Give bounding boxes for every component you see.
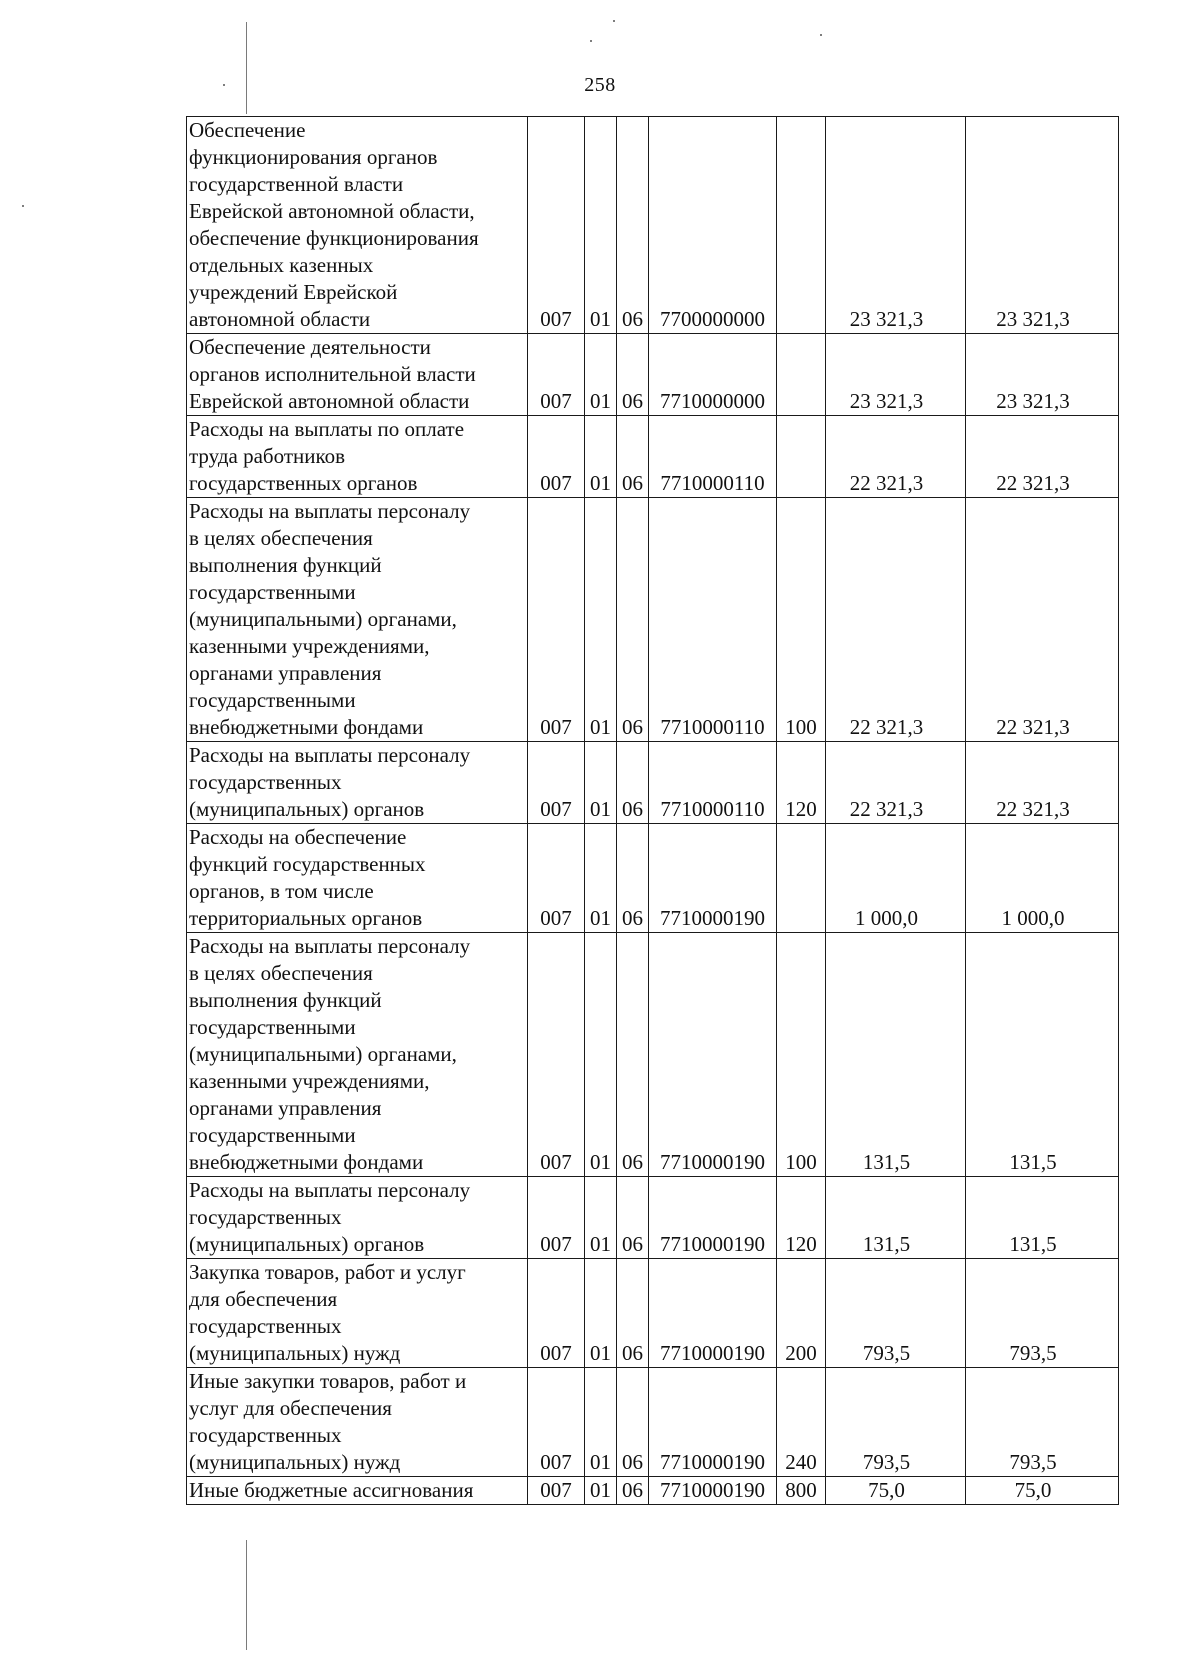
cell-name-line: (муниципальными) органами,	[189, 1042, 457, 1066]
cell-vr: 240	[777, 1368, 826, 1477]
cell-name-line: (муниципальными) органами,	[189, 607, 457, 631]
scan-artifact-dot	[22, 205, 24, 207]
table-row	[187, 334, 1119, 416]
cell-amount-2: 793,5	[966, 1368, 1119, 1477]
cell-name-line: Расходы на выплаты персоналу	[189, 1178, 471, 1202]
cell-name	[187, 1368, 528, 1477]
cell-name-line: внебюджетными фондами	[189, 1150, 424, 1174]
cell-cs: 7710000190	[649, 933, 777, 1177]
cell-amount-1: 793,5	[826, 1259, 966, 1368]
cell-name-line: Закупка товаров, работ и услуг	[189, 1260, 466, 1284]
cell-pr: 06	[617, 1368, 649, 1477]
cell-name	[187, 1177, 528, 1259]
cell-name-line: государственных	[189, 1423, 342, 1447]
scan-artifact-dot	[820, 34, 822, 36]
scan-artifact-dot	[590, 40, 592, 42]
table-row	[187, 824, 1119, 933]
cell-amount-1: 22 321,3	[826, 742, 966, 824]
cell-name-line: территориальных органов	[189, 906, 423, 930]
scan-artifact-dot	[223, 84, 225, 86]
cell-amount-2: 1 000,0	[966, 824, 1119, 933]
cell-vr: 800	[777, 1477, 826, 1505]
scan-artifact-line	[246, 22, 247, 114]
cell-gr: 007	[528, 1259, 585, 1368]
cell-vr: 100	[777, 498, 826, 742]
cell-name-line: государственными	[189, 580, 356, 604]
cell-pr: 06	[617, 498, 649, 742]
cell-name-line: (муниципальных) органов	[189, 1232, 425, 1256]
cell-pr: 06	[617, 117, 649, 334]
cell-name-line: органами управления	[189, 661, 382, 685]
cell-name-line: государственной власти	[189, 172, 404, 196]
cell-vr: 200	[777, 1259, 826, 1368]
cell-amount-1: 22 321,3	[826, 498, 966, 742]
cell-amount-2: 23 321,3	[966, 334, 1119, 416]
cell-rz: 01	[585, 117, 617, 334]
cell-name	[187, 933, 528, 1177]
scan-artifact-line	[246, 1540, 247, 1650]
cell-name-line: органов, в том числе	[189, 879, 374, 903]
cell-cs: 7710000190	[649, 1259, 777, 1368]
cell-cs: 7710000110	[649, 742, 777, 824]
cell-name-line: государственными	[189, 1123, 356, 1147]
cell-cs: 7710000190	[649, 824, 777, 933]
cell-name-line: органов исполнительной власти	[189, 362, 476, 386]
cell-rz: 01	[585, 1177, 617, 1259]
cell-name-line: Расходы на выплаты персоналу	[189, 499, 471, 523]
cell-name-line: государственными	[189, 688, 356, 712]
cell-name	[187, 742, 528, 824]
cell-name-line: (муниципальных) нужд	[189, 1341, 401, 1365]
cell-name-line: услуг для обеспечения	[189, 1396, 392, 1420]
cell-rz: 01	[585, 334, 617, 416]
cell-name-line: Расходы на обеспечение	[189, 825, 407, 849]
table-row	[187, 117, 1119, 334]
cell-amount-2: 793,5	[966, 1259, 1119, 1368]
cell-name-line: в целях обеспечения	[189, 961, 373, 985]
cell-name-line: внебюджетными фондами	[189, 715, 424, 739]
cell-name-line: государственных	[189, 770, 342, 794]
cell-cs: 7710000190	[649, 1477, 777, 1505]
cell-amount-2: 23 321,3	[966, 117, 1119, 334]
cell-cs: 7710000190	[649, 1177, 777, 1259]
cell-name-line: выполнения функций	[189, 988, 382, 1012]
cell-amount-1: 131,5	[826, 933, 966, 1177]
cell-pr: 06	[617, 824, 649, 933]
cell-cs: 7710000190	[649, 1368, 777, 1477]
cell-name-line: выполнения функций	[189, 553, 382, 577]
cell-vr	[777, 824, 826, 933]
cell-amount-1: 793,5	[826, 1368, 966, 1477]
cell-vr: 120	[777, 742, 826, 824]
cell-name-line: Расходы на выплаты по оплате	[189, 417, 465, 441]
cell-amount-1: 23 321,3	[826, 334, 966, 416]
cell-pr: 06	[617, 742, 649, 824]
cell-name-line: функций государственных	[189, 852, 426, 876]
cell-vr	[777, 334, 826, 416]
cell-name	[187, 824, 528, 933]
cell-name-line: (муниципальных) нужд	[189, 1450, 401, 1474]
cell-name-line: Еврейской автономной области,	[189, 199, 475, 223]
cell-vr	[777, 416, 826, 498]
cell-rz: 01	[585, 824, 617, 933]
table-row	[187, 1477, 1119, 1505]
cell-name-line: Еврейской автономной области	[189, 389, 470, 413]
cell-gr: 007	[528, 416, 585, 498]
scan-artifact-dot	[613, 20, 615, 22]
cell-amount-2: 22 321,3	[966, 416, 1119, 498]
cell-name-line: Обеспечение	[189, 118, 306, 142]
cell-name	[187, 498, 528, 742]
cell-gr: 007	[528, 498, 585, 742]
cell-amount-2: 131,5	[966, 1177, 1119, 1259]
cell-name-line: автономной области	[189, 307, 371, 331]
cell-gr: 007	[528, 117, 585, 334]
table-row	[187, 742, 1119, 824]
table-row	[187, 416, 1119, 498]
cell-name-line: казенными учреждениями,	[189, 1069, 430, 1093]
cell-name	[187, 117, 528, 334]
cell-name-line: казенными учреждениями,	[189, 634, 430, 658]
cell-cs: 7710000110	[649, 498, 777, 742]
cell-name-line: для обеспечения	[189, 1287, 338, 1311]
cell-gr: 007	[528, 933, 585, 1177]
cell-name-line: государственных	[189, 1205, 342, 1229]
cell-gr: 007	[528, 334, 585, 416]
cell-pr: 06	[617, 1259, 649, 1368]
cell-pr: 06	[617, 1477, 649, 1505]
cell-cs: 7700000000	[649, 117, 777, 334]
cell-amount-2: 22 321,3	[966, 742, 1119, 824]
table-row	[187, 1259, 1119, 1368]
cell-gr: 007	[528, 1177, 585, 1259]
cell-name-line: обеспечение функционирования	[189, 226, 479, 250]
cell-amount-2: 22 321,3	[966, 498, 1119, 742]
table-row	[187, 1368, 1119, 1477]
cell-gr: 007	[528, 742, 585, 824]
cell-name-line: Обеспечение деятельности	[189, 335, 431, 359]
cell-rz: 01	[585, 498, 617, 742]
table-row	[187, 1177, 1119, 1259]
cell-name-line: Расходы на выплаты персоналу	[189, 743, 471, 767]
cell-name-line: Иные закупки товаров, работ и	[189, 1369, 467, 1393]
cell-name-line: (муниципальных) органов	[189, 797, 425, 821]
cell-name-line: отдельных казенных	[189, 253, 374, 277]
cell-name	[187, 334, 528, 416]
cell-rz: 01	[585, 1259, 617, 1368]
cell-rz: 01	[585, 742, 617, 824]
cell-name-line: в целях обеспечения	[189, 526, 373, 550]
budget-table	[186, 116, 1119, 1505]
cell-amount-1: 75,0	[826, 1477, 966, 1505]
cell-name	[187, 1259, 528, 1368]
cell-gr: 007	[528, 1368, 585, 1477]
cell-pr: 06	[617, 1177, 649, 1259]
cell-name-line: Иные бюджетные ассигнования	[189, 1478, 474, 1502]
cell-name-line: органами управления	[189, 1096, 382, 1120]
cell-rz: 01	[585, 1477, 617, 1505]
cell-cs: 7710000000	[649, 334, 777, 416]
cell-vr: 120	[777, 1177, 826, 1259]
cell-name-line: государственных органов	[189, 471, 418, 495]
table-row	[187, 933, 1119, 1177]
cell-name-line: Расходы на выплаты персоналу	[189, 934, 471, 958]
cell-gr: 007	[528, 824, 585, 933]
cell-name-line: труда работников	[189, 444, 346, 468]
cell-name-line: учреждений Еврейской	[189, 280, 398, 304]
cell-amount-2: 75,0	[966, 1477, 1119, 1505]
cell-pr: 06	[617, 416, 649, 498]
cell-amount-2: 131,5	[966, 933, 1119, 1177]
cell-pr: 06	[617, 933, 649, 1177]
cell-gr: 007	[528, 1477, 585, 1505]
cell-name-line: государственными	[189, 1015, 356, 1039]
cell-vr: 100	[777, 933, 826, 1177]
cell-amount-1: 23 321,3	[826, 117, 966, 334]
cell-name	[187, 416, 528, 498]
cell-amount-1: 22 321,3	[826, 416, 966, 498]
table-body	[187, 117, 1119, 1505]
cell-cs: 7710000110	[649, 416, 777, 498]
cell-rz: 01	[585, 933, 617, 1177]
page-number: 258	[584, 74, 616, 96]
cell-name-line: функционирования органов	[189, 145, 438, 169]
cell-name	[187, 1477, 528, 1505]
cell-rz: 01	[585, 416, 617, 498]
cell-amount-1: 1 000,0	[826, 824, 966, 933]
table-row	[187, 498, 1119, 742]
cell-rz: 01	[585, 1368, 617, 1477]
cell-pr: 06	[617, 334, 649, 416]
cell-vr	[777, 117, 826, 334]
cell-name-line: государственных	[189, 1314, 342, 1338]
cell-amount-1: 131,5	[826, 1177, 966, 1259]
